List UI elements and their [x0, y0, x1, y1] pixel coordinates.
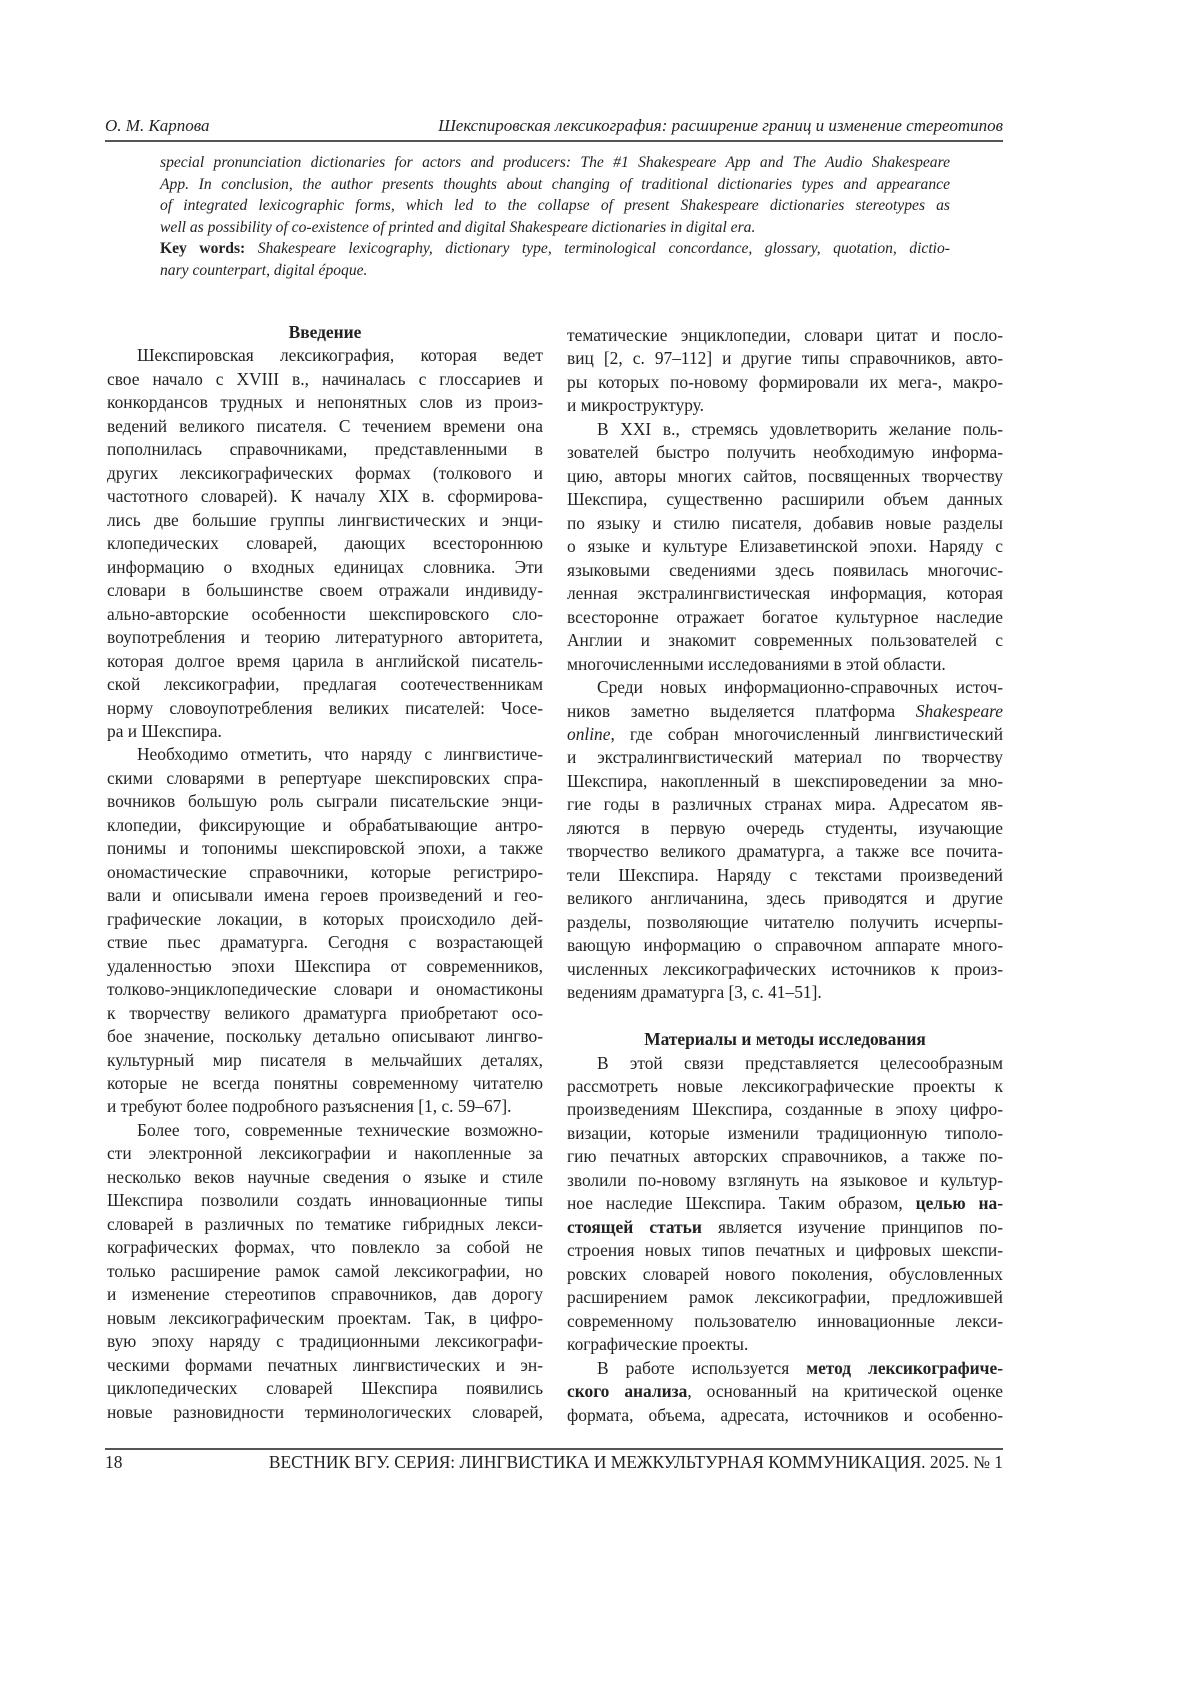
text-line: культурный мир писателя в мельчайших деталях,: [107, 1049, 543, 1070]
text-line: Шекспира, накопленный в шекспироведении за мно-: [567, 770, 1003, 791]
abstract-line: App. In conclusion, the author presents thoughts about changing of traditional dictionaries types and appearance: [160, 175, 950, 193]
abstract: [160, 152, 950, 282]
text-line: зволили по-новому взглянуть на языковое и культур-: [567, 1169, 1003, 1190]
text-line: В XXI в., стремясь удовлетворить желание поль-: [597, 418, 1003, 439]
text-line: которая долгое время царила в английской писатель-: [107, 650, 543, 671]
text-line: скими словарями в репертуаре шекспировских спра-: [107, 767, 543, 788]
text-line: сти электронной лексикографии и накопленные за: [107, 1143, 543, 1164]
text-line: клопедических словарей, дающих всестороннюю: [107, 533, 543, 554]
text-line: Более того, современные технические возможно-: [137, 1119, 543, 1140]
text-line: о языке и культуре Елизаветинской эпохи. Наряду с: [567, 536, 1003, 557]
footer-rule: [105, 1448, 1003, 1450]
text-line: [567, 1357, 1003, 1380]
italic-text: online: [567, 723, 611, 744]
text-line: Англии и знакомит современных пользователей с: [567, 630, 1003, 651]
journal-title: ВЕСТНИК ВГУ. СЕРИЯ: ЛИНГВИСТИКА И МЕЖКУЛЬТУРНАЯ КОММУНИКАЦИЯ. 2025. № 1: [268, 1452, 1003, 1472]
section-heading: Введение: [288, 322, 362, 342]
text-line: рассмотреть новые лексикографические проекты к: [567, 1076, 1003, 1096]
header-rule: [105, 140, 1003, 142]
text-line: ленная экстралингвистическая информация, которая: [567, 583, 1003, 604]
text-line: толково-энциклопедические словари и ономастиконы: [107, 979, 543, 1000]
text-line: и требуют более подробного разъяснения [1, с. 59–67].: [107, 1096, 512, 1117]
text-line: гию печатных авторских справочников, а также по-: [567, 1146, 1003, 1167]
text-line: ведениям драматурга [3, с. 41–51].: [567, 982, 822, 1003]
text-line: понимы и топонимы шекспировской эпохи, а также: [107, 838, 543, 859]
text-line: ровских словарей нового поколения, обусловленных: [567, 1263, 1003, 1284]
text-line: словарей в различных по тематике гибридных лекси-: [107, 1213, 543, 1234]
text-line: зователей быстро получить необходимую информа-: [567, 442, 1003, 463]
text-line: современному пользователю инновационные лекси-: [567, 1310, 1003, 1331]
running-header-author: О. М. Карпова: [105, 116, 210, 135]
abstract-line: well as possibility of co-existence of printed and digital Shakespeare dictionaries in digital era.: [160, 218, 756, 236]
text-line: ально-авторские особенности шекспировского сло-: [107, 603, 543, 624]
text-line: словари в большинстве своем отражали индивиду-: [107, 580, 543, 601]
text-segment: ников заметно выделяется платформа: [567, 700, 916, 721]
text-line: гие годы в различных странах мира. Адресатом яв-: [567, 794, 1003, 815]
text-line: Шекспировская лексикография, которая ведет: [137, 345, 543, 366]
text-line: ствие пьес драматурга. Сегодня с возрастающей: [107, 932, 543, 953]
text-line: пополнилась справочниками, представленными в: [107, 439, 543, 460]
text-line: норму словоупотребления великих писателей: Чосе-: [107, 697, 543, 718]
text-line: многочисленными исследованиями в этой области.: [567, 653, 946, 674]
text-line: языковыми сведениями здесь появилась многочис-: [567, 559, 1003, 580]
running-header-title: Шекспировская лексикография: расширение границ и изменение стереотипов: [438, 116, 1003, 135]
text-segment: , основанный на критической оценке: [687, 1381, 1003, 1402]
right-column: [567, 324, 1003, 1427]
text-line: визации, которые изменили традиционную типоло-: [567, 1122, 1003, 1143]
text-line: [567, 1216, 1003, 1239]
text-line: формата, объема, адресата, источников и особенно-: [567, 1404, 1003, 1425]
spacer: [567, 1005, 1003, 1028]
italic-text: Shakespeare: [915, 700, 1003, 721]
text-line: других лексикографических формах (толкового и: [107, 462, 543, 483]
text-line: несколько веков научные сведения о языке и стиле: [107, 1166, 543, 1187]
text-line: воупотребления и теорию литературного авторитета,: [107, 627, 543, 648]
text-segment: является изучение принципов по-: [701, 1216, 1003, 1237]
text-line: численных лексикографических источников к произ-: [567, 958, 1003, 979]
text-line: только расширение рамок самой лексикографии, но: [107, 1260, 543, 1281]
text-line: и экстралингвистический материал по творчеству: [567, 747, 1003, 768]
text-line: частотного словарей). К началу XIX в. сформирова-: [107, 486, 543, 507]
text-line: [567, 723, 1003, 746]
bold-text: метод лексикографиче-: [806, 1357, 1003, 1378]
text-line: великого англичанина, здесь приводятся и другие: [567, 888, 1003, 909]
text-line: циклопедических словарей Шекспира появились: [107, 1378, 543, 1399]
text-line: [567, 1192, 1003, 1215]
text-line: ской лексикографии, предлагая соотечественникам: [107, 674, 543, 695]
text-line: кографических формах, что повлекло за собой не: [107, 1237, 543, 1258]
running-header: [105, 116, 1003, 140]
text-line: и микроструктуру.: [567, 395, 704, 416]
section-heading: Материалы и методы исследования: [644, 1029, 926, 1050]
text-line: произведениям Шекспира, созданные в эпоху цифро-: [567, 1099, 1003, 1120]
text-segment: В работе используется: [597, 1357, 807, 1378]
text-line: ры которых по-новому формировали их мега-, макро-: [567, 371, 1003, 392]
page-number: 18: [105, 1452, 123, 1472]
text-line: ческими формами печатных лингвистических и эн-: [107, 1354, 543, 1375]
text-line: строения новых типов печатных и цифровых шекспи-: [567, 1240, 1003, 1261]
text-line: творчество великого драматурга, а также все почита-: [567, 841, 1003, 862]
text-line: вочников большую роль сыграли писательские энци-: [107, 791, 543, 812]
text-line: цию, авторы многих сайтов, посвященных творчеству: [567, 465, 1003, 486]
abstract-line: special pronunciation dictionaries for actors and producers: The #1 Shakespeare App and The Audio Shakespeare: [160, 154, 950, 171]
text-line: ономастические справочники, которые регистриро-: [107, 861, 543, 882]
text-line: всесторонне отражает богатое культурное наследие: [567, 606, 1003, 627]
text-line: графические локации, в которых происходило дей-: [107, 908, 543, 929]
left-column: [107, 321, 543, 1424]
text-line: Шекспира позволили создать инновационные типы: [107, 1190, 543, 1211]
bold-text: ского анализа: [567, 1381, 688, 1402]
text-line: лись две большие группы лингвистических и энци-: [107, 509, 543, 530]
keywords-line: [160, 238, 950, 260]
text-line: бое значение, поскольку детально описывают лингво-: [107, 1026, 543, 1047]
bold-text: стоящей статьи: [567, 1216, 702, 1237]
text-segment: ное наследие Шекспира. Таким образом,: [567, 1193, 916, 1214]
text-line: Шекспира, существенно расширили объем данных: [567, 489, 1003, 510]
text-line: вающую информацию о справочном аппарате много-: [567, 935, 1003, 956]
text-line: расширением рамок лексикографии, предложившей: [567, 1287, 1003, 1308]
text-line: Необходимо отметить, что наряду с лингвистиче-: [137, 744, 543, 765]
text-line: тели Шекспира. Наряду с текстами произведений: [567, 864, 1003, 885]
text-line: тематические энциклопедии, словари цитат и посло-: [567, 325, 1003, 345]
text-line: ведений великого писателя. С течением времени она: [107, 415, 543, 436]
text-segment: , где собран многочисленный лингвистический: [610, 723, 1003, 744]
text-line: ляются в первую очередь студенты, изучающие: [567, 817, 1003, 838]
text-line: новые разновидности терминологических словарей,: [107, 1401, 543, 1422]
text-line: конкордансов трудных и непонятных слов из произ-: [107, 392, 543, 413]
text-line: по языку и стилю писателя, добавив новые разделы: [567, 512, 1003, 533]
text-line: вали и описывали имена героев произведений и гео-: [107, 885, 543, 906]
text-line: кографические проекты.: [567, 1334, 749, 1355]
text-line: вую эпоху наряду с традиционными лексикографи-: [107, 1331, 543, 1352]
text-line: [567, 1380, 1003, 1403]
text-line: удаленностью эпохи Шекспира от современников,: [107, 955, 543, 976]
keywords-label: Key words:: [160, 240, 246, 258]
text-line: которые не всегда понятны современному читателю: [107, 1073, 543, 1093]
text-line: разделы, позволяющие читателю получить исчерпы-: [567, 911, 1003, 932]
keywords-text: Shakespeare lexicography, dictionary type, terminological concordance, glossary, quotation, dictio-: [245, 240, 950, 258]
text-line: [567, 700, 1003, 723]
bold-text: целью на-: [915, 1193, 1003, 1214]
text-line: ра и Шекспира.: [107, 720, 222, 741]
text-line: к творчеству великого драматурга приобретают осо-: [107, 1002, 543, 1023]
text-line: и изменение стереотипов справочников, дав дорогу: [107, 1284, 543, 1305]
text-line: Среди новых информационно-справочных источ-: [597, 677, 1003, 698]
abstract-line: of integrated lexicographic forms, which led to the collapse of present Shakespeare dictionaries stereotypes as: [160, 197, 950, 215]
text-line: новым лексикографическим проектам. Так, в цифро-: [107, 1307, 543, 1328]
text-line: виц [2, с. 97–112] и другие типы справочников, авто-: [567, 348, 1003, 369]
text-line: В этой связи представляется целесообразным: [597, 1052, 1003, 1073]
text-line: свое начало с XVIII в., начиналась с глоссариев и: [107, 368, 543, 389]
keywords-line: nary counterpart, digital époque.: [160, 261, 368, 279]
text-line: информацию о входных единицах словника. Эти: [107, 556, 543, 577]
text-line: клопедии, фиксирующие и обрабатывающие антро-: [107, 814, 543, 835]
